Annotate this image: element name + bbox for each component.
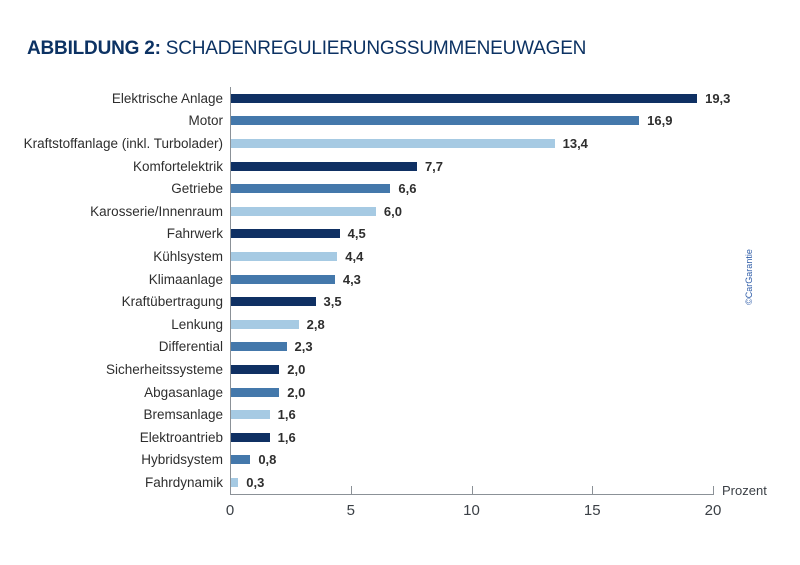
chart-title [27,38,586,60]
x-tick-label: 5 [346,502,355,519]
bar [231,433,270,442]
category-label: Abgasanlage [144,384,223,400]
value-label: 4,4 [345,248,364,264]
chart-title-text: SCHADENREGULIERUNGSSUMMENEUWAGEN [165,38,587,59]
value-label: 2,0 [287,361,306,377]
bar [231,342,287,351]
value-label: 4,3 [342,271,361,287]
bar-track [231,385,305,400]
bar [231,297,316,306]
x-tick-label: 15 [583,502,601,519]
bar [231,365,279,374]
bar-track [231,294,342,309]
category-label: Differential [158,339,223,355]
bar-row [0,268,800,291]
x-tick-label: 0 [225,502,235,519]
bar-row [0,381,800,404]
chart-title-prefix: ABBILDUNG 2: [27,38,161,59]
bar-row [0,426,800,449]
category-label: Motor [188,113,223,129]
x-tick-mark [713,486,714,494]
y-axis-line [230,87,231,494]
category-label: Kraftstoffanlage (inkl. Turbolader) [23,135,223,151]
bar-track [231,249,363,264]
x-tick-label: 20 [704,502,722,519]
bar-track [231,113,672,128]
value-label: 2,0 [287,384,306,400]
value-label: 6,6 [398,181,417,197]
category-label: Karosserie/Innenraum [90,203,223,219]
bar [231,116,639,125]
bar-track [231,272,361,287]
bar-row [0,177,800,200]
value-label: 0,3 [246,474,265,490]
bar [231,320,299,329]
bar-track [231,452,276,467]
value-label: 0,8 [258,452,277,468]
bar-track [231,204,402,219]
bar-track [231,317,325,332]
category-label: Getriebe [171,181,223,197]
bar-row [0,155,800,178]
x-tick-mark [592,486,593,494]
bar [231,162,417,171]
bar-track [231,159,443,174]
bar-row [0,223,800,246]
category-label: Hybridsystem [141,452,223,468]
bar [231,388,279,397]
bar [231,455,250,464]
category-label: Kühlsystem [153,248,223,264]
bar-track [231,339,313,354]
category-label: Lenkung [171,316,223,332]
bar-track [231,91,730,106]
bar-row [0,110,800,133]
bar [231,478,238,487]
bar-row [0,87,800,110]
value-label: 1,6 [277,429,296,445]
bar [231,410,270,419]
x-tick-mark [472,486,473,494]
x-axis-label: Prozent [722,483,767,498]
category-label: Kraftübertragung [121,294,223,310]
bar [231,94,697,103]
bar-track [231,407,296,422]
bar-track [231,181,416,196]
category-label: Elektrische Anlage [111,90,223,106]
bar-track [231,226,366,241]
bar-row [0,336,800,359]
bar-track [231,475,264,490]
bar-track [231,430,296,445]
bar [231,139,555,148]
value-label: 13,4 [562,135,588,151]
value-label: 7,7 [424,158,444,174]
x-tick-label: 10 [463,502,480,519]
category-label: Klimaanlage [148,271,223,287]
value-label: 6,0 [383,203,402,219]
bar-row [0,403,800,426]
x-tick-mark [351,486,352,494]
value-label: 3,5 [323,294,342,310]
bar-rows [0,87,800,494]
value-label: 1,6 [277,407,296,423]
value-label: 16,9 [647,113,673,129]
category-label: Fahrdynamik [144,474,223,490]
value-label: 2,8 [306,316,325,332]
bar [231,207,376,216]
category-label: Elektroantrieb [139,429,223,445]
bar-row [0,290,800,313]
value-label: 19,3 [705,90,731,106]
value-label: 4,5 [347,226,366,242]
category-label: Sicherheitssysteme [105,361,223,377]
bar-row [0,245,800,268]
bar [231,252,337,261]
category-label: Bremsanlage [143,407,223,423]
bar-row [0,132,800,155]
bar [231,184,390,193]
value-label: 2,3 [294,339,313,355]
bar-row [0,200,800,223]
x-axis-line [230,494,714,495]
bar-row [0,358,800,381]
category-label: Komfortelektrik [132,158,223,174]
bar-row [0,449,800,472]
bar [231,275,335,284]
bar-track [231,362,305,377]
category-label: Fahrwerk [166,226,223,242]
bar-row [0,471,800,494]
bar-row [0,313,800,336]
bar [231,229,340,238]
watermark-cargarantie: ©CarGarantie [744,249,754,305]
bar-track [231,136,588,151]
